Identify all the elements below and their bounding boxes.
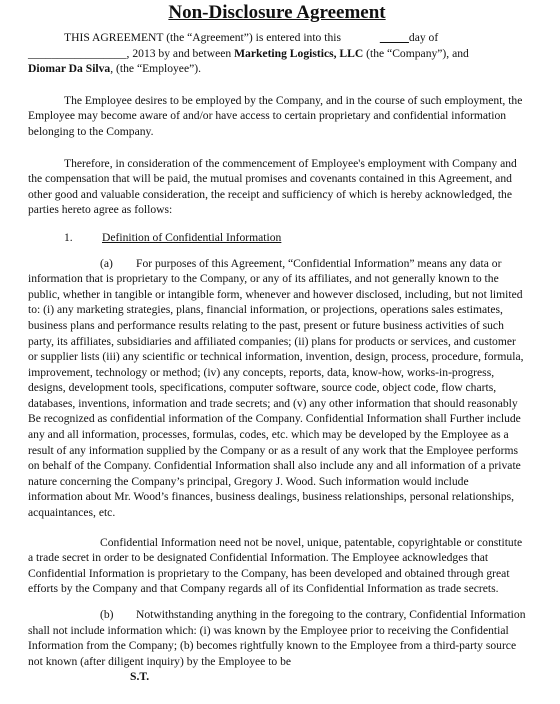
section-1a-label: (a) — [100, 256, 113, 270]
employee-name: Diomar Da Silva — [28, 62, 111, 76]
section-1b-label: (b) — [100, 608, 114, 621]
paragraph-therefore: Therefore, in consideration of the commencement of Employee's employment with Company and the compensation that will be paid, the mutual promises and covenants contained in this Agreement, and other good and valuable consideration, the receipt and sufficiency of which is hereby acknowledged, the parties hereto agree as follows: — [28, 156, 517, 217]
intro-text-3: , 2013 by and between — [126, 46, 235, 60]
intro-text-5: , (the “Employee”). — [110, 62, 202, 76]
date-blank: _________________ — [28, 46, 127, 60]
initials: S.T. — [130, 670, 150, 684]
day-blank: _____ — [379, 31, 409, 44]
intro-text-1: THIS AGREEMENT (the “Agreement”) is entered into this — [64, 31, 344, 44]
intro-text-2: day of — [408, 31, 439, 44]
document-title: Non-Disclosure Agreement — [168, 2, 386, 23]
paragraph-novel: Confidential Information need not be novel, unique, patentable, copyrightable or constitute a trade secret in order to be designated Confidential Information. The Employee acknowledges that Confidential Information is proprietary to the Company, has been developed and obtained through great efforts by the Company and that Company regards all of its Confidential Information as trade secrets. — [28, 535, 523, 596]
intro-text-4: (the “Company”), and — [363, 46, 469, 60]
section-1b-text: Notwithstanding anything in the foregoing to the contrary, Confidential Information shall not include information which: (i) was known by the Employee prior to receiving the Confidential Information from the Company; (b) becomes rightfully known to the Employee from a third-party source not known (after diligent inquiry) by the Employee to be — [28, 608, 526, 668]
section-1-number: 1. — [64, 230, 73, 244]
section-1a-paragraph — [28, 256, 526, 521]
company-name: Marketing Logistics, LLC — [234, 46, 364, 60]
section-1b-paragraph — [28, 607, 526, 669]
paragraph-desire: The Employee desires to be employed by the Company, and in the course of such employment, the Employee may become aware of and/or have access to certain proprietary and confidential information belonging to the Company. — [28, 93, 523, 138]
section-1a-text: For purposes of this Agreement, “Confidential Information” means any data or information that is proprietary to the Company, or any of its affiliates, and not generally known to the public, whether in tangible or intangible form, whenever and however disclosed, including, but not limited to: (i) any marketing strategies, plans, financial information, or projections, operations sales estimates, business plans and performance results relating to the past, present or future business activities of such party, its affiliates, subsidiaries and affiliated companies; (ii) plans for products or services, and customer or supplier lists (iii) any scientific or technical information, invention, design, process, procedure, formula, improvement, technology or method; (iv) any concepts, reports, data, know-how, works-in-progress, designs, development tools, specifications, computer software, source code, object code, flow charts, databases, inventions, information and trade secrets; and (v) any other information that should reasonably Be recognized as confidential information of the Company. Confidential Information shall Further include any and all information, processes, formulas, codes, etc. which may be developed by the Employee as a result of any information supplied by the Company or as a result of any work that the Employee performs on behalf of the Company. Confidential Information shall also include any and all information of a private nature concerning the Company’s principal, Gregory J. Wood. Such information would include information about Mr. Wood’s finances, business dealings, business relationships, personal relationships, acquaintances, etc. — [28, 256, 524, 520]
section-1-title: Definition of Confidential Information — [102, 230, 282, 244]
intro-paragraph — [28, 30, 526, 77]
section-1-heading — [28, 230, 526, 246]
